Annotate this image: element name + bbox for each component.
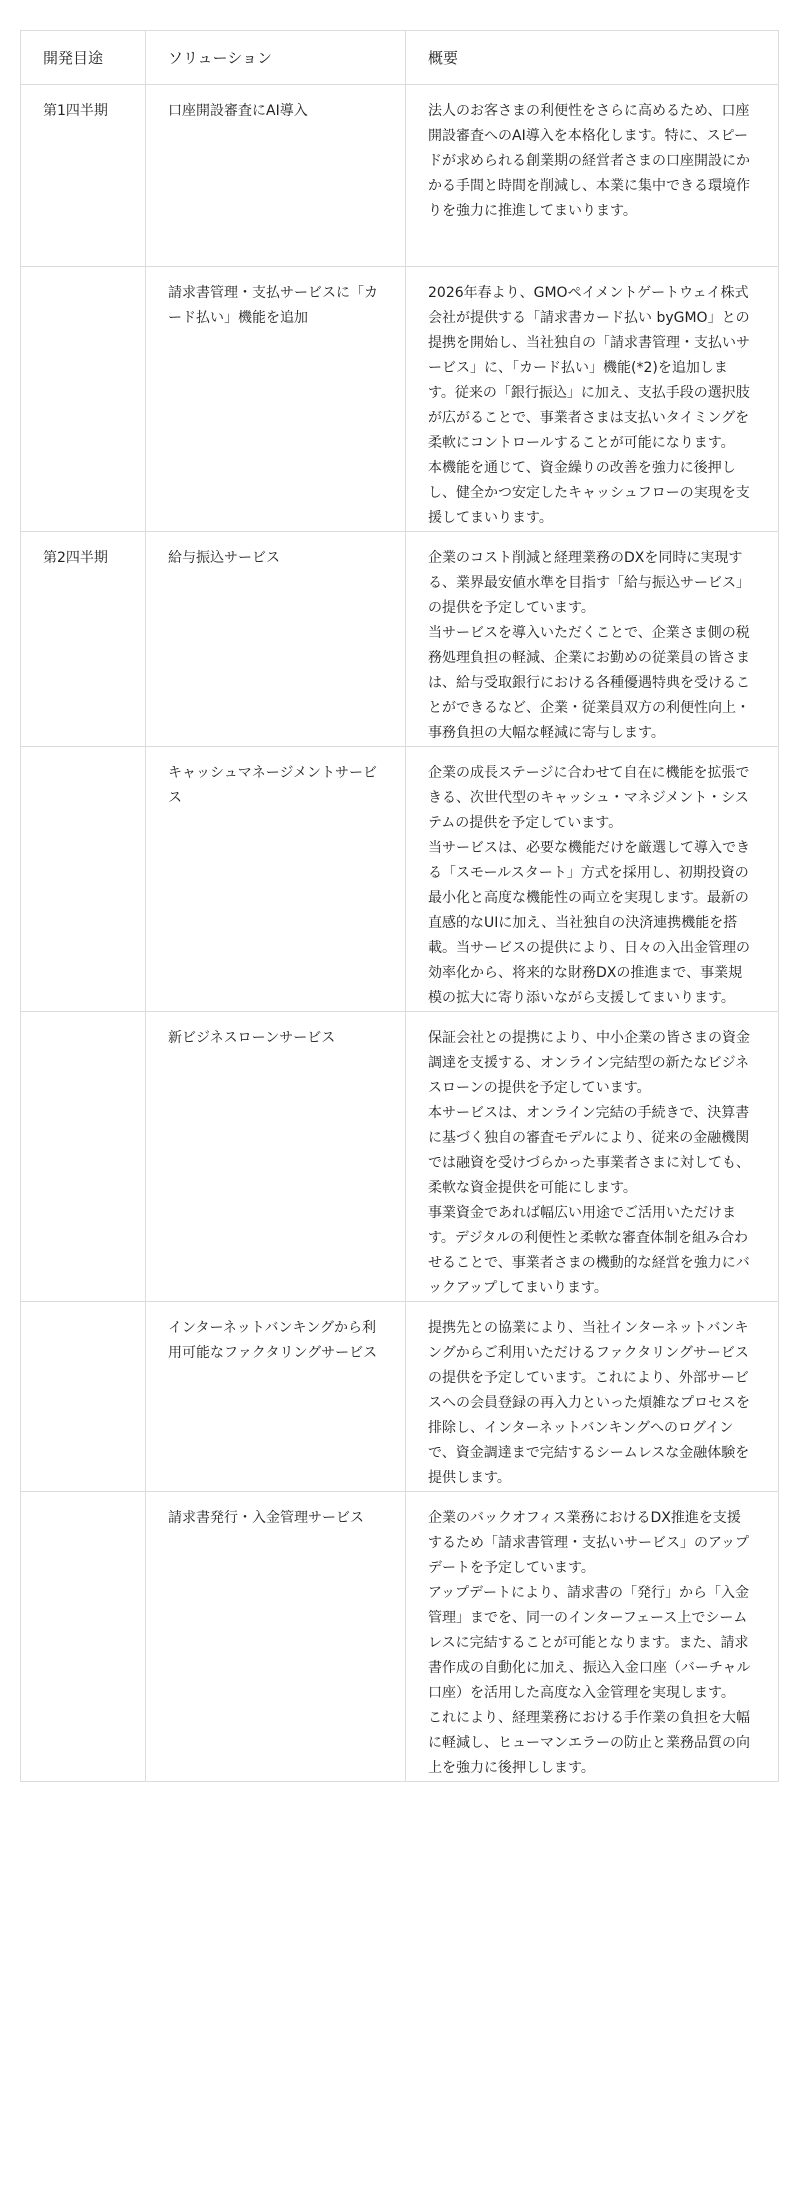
cell-solution: [146, 85, 406, 267]
cell-solution: [146, 532, 406, 747]
table-header-row: [21, 31, 779, 85]
summary-paragraph: 当サービスを導入いただくことで、企業さま側の税務処理負担の軽減、企業にお勤めの従業員の皆さまは、給与受取銀行における各種優遇特典を受けることができるなど、企業・従業員双方の利便性向上・事務負担の大幅な軽減に寄与します。: [428, 625, 750, 741]
cell-solution: [146, 1492, 406, 1782]
summary-block: [406, 1302, 778, 1491]
summary-block: [406, 747, 778, 1011]
cell-solution: [146, 747, 406, 1012]
period-text: 第1四半期: [43, 103, 108, 119]
period-text: 第2四半期: [43, 550, 108, 566]
period-text: [21, 1012, 145, 1026]
solution-text: 新ビジネスローンサービス: [168, 1030, 336, 1046]
table-body: [21, 85, 779, 1782]
summary-block: [406, 85, 778, 224]
period-text: [21, 1492, 145, 1506]
summary-block: [406, 532, 778, 746]
header-solution: ソリューション: [146, 31, 406, 85]
summary-paragraph: 法人のお客さまの利便性をさらに高めるため、口座開設審査へのAI導入を本格化します。特に、スピードが求められる創業期の経営者さまの口座開設にかかる手間と時間を削減し、本業に集中できる環境作りを強力に推進してまいります。: [428, 103, 750, 219]
table-row: [21, 747, 779, 1012]
cell-solution: [146, 1012, 406, 1302]
summary-paragraph: アップデートにより、請求書の「発行」から「入金管理」までを、同一のインターフェース上でシームレスに完結することが可能となります。また、請求書作成の自動化に加え、振込入金口座（バーチャル口座）を活用した高度な入金管理を実現します。: [428, 1585, 751, 1701]
summary-paragraph: 企業の成長ステージに合わせて自在に機能を拡張できる、次世代型のキャッシュ・マネジメント・システムの提供を予定しています。: [428, 765, 750, 831]
cell-summary: [406, 1492, 779, 1782]
summary-paragraph: 本機能を通じて、資金繰りの改善を強力に後押しし、健全かつ安定したキャッシュフローの実現を支援してまいります。: [428, 460, 750, 526]
cell-period: [21, 267, 146, 532]
period-text: [21, 747, 145, 761]
cell-period: [21, 1492, 146, 1782]
cell-solution: [146, 1302, 406, 1492]
cell-summary: [406, 532, 779, 747]
period-text: [21, 267, 145, 281]
cell-period: [21, 532, 146, 747]
cell-summary: [406, 747, 779, 1012]
summary-paragraph: 当サービスは、必要な機能だけを厳選して導入できる「スモールスタート」方式を採用し、初期投資の最小化と高度な機能性の両立を実現します。最新の直感的なUIに加え、当社独自の決済連携機能を搭載。当サービスの提供により、日々の入出金管理の効率化から、将来的な財務DXの推進まで、事業規模の拡大に寄り添いながら支援してまいります。: [428, 840, 750, 1006]
solution-text: 口座開設審査にAI導入: [168, 103, 308, 119]
cell-summary: [406, 1012, 779, 1302]
cell-summary: [406, 1302, 779, 1492]
cell-period: [21, 85, 146, 267]
table-row: [21, 267, 779, 532]
summary-block: [406, 1492, 778, 1781]
solution-text: キャッシュマネージメントサービス: [168, 765, 378, 806]
summary-paragraph: 企業のバックオフィス業務におけるDX推進を支援するため「請求書管理・支払いサービス」のアップデートを予定しています。: [428, 1510, 750, 1576]
table-row: [21, 532, 779, 747]
summary-paragraph: 2026年春より、GMOペイメントゲートウェイ株式会社が提供する「請求書カード払い byGMO」との提携を開始し、当社独自の「請求書管理・支払いサービス」に、「カード払い」機能(*2)を追加します。従来の「銀行振込」に加え、支払手段の選択肢が広がることで、事業者さまは支払いタイミングを柔軟にコントロールすることが可能になります。: [428, 285, 750, 451]
summary-paragraph: これにより、経理業務における手作業の負担を大幅に軽減し、ヒューマンエラーの防止と業務品質の向上を強力に後押しします。: [428, 1710, 750, 1776]
table-row: [21, 1012, 779, 1302]
solution-text: 請求書管理・支払サービスに「カード払い」機能を追加: [168, 285, 378, 326]
solution-text: インターネットバンキングから利用可能なファクタリングサービス: [168, 1320, 378, 1361]
table-row: [21, 1302, 779, 1492]
solution-text: 給与振込サービス: [168, 550, 280, 566]
header-summary: 概要: [406, 31, 779, 85]
header-period: 開発目途: [21, 31, 146, 85]
cell-solution: [146, 267, 406, 532]
summary-block: [406, 267, 778, 531]
cell-summary: [406, 85, 779, 267]
summary-paragraph: 企業のコスト削減と経理業務のDXを同時に実現する、業界最安値水準を目指す「給与振込サービス」の提供を予定しています。: [428, 550, 750, 616]
cell-summary: [406, 267, 779, 532]
summary-block: [406, 1012, 778, 1301]
table-row: [21, 85, 779, 267]
summary-paragraph: 保証会社との提携により、中小企業の皆さまの資金調達を支援する、オンライン完結型の新たなビジネスローンの提供を予定しています。: [428, 1030, 750, 1096]
summary-paragraph: 事業資金であれば幅広い用途でご活用いただけます。デジタルの利便性と柔軟な審査体制を組み合わせることで、事業者さまの機動的な経営を強力にバックアップしてまいります。: [428, 1205, 750, 1296]
solutions-table: [20, 30, 779, 1782]
period-text: [21, 1302, 145, 1316]
cell-period: [21, 747, 146, 1012]
table-row: [21, 1492, 779, 1782]
cell-period: [21, 1302, 146, 1492]
solution-text: 請求書発行・入金管理サービス: [168, 1510, 364, 1526]
summary-paragraph: 本サービスは、オンライン完結の手続きで、決算書に基づく独自の審査モデルにより、従来の金融機関では融資を受けづらかった事業者さまに対しても、柔軟な資金提供を可能にします。: [428, 1105, 750, 1196]
summary-paragraph: 提携先との協業により、当社インターネットバンキングからご利用いただけるファクタリングサービスの提供を予定しています。これにより、外部サービスへの会員登録の再入力といった煩雑なプロセスを排除し、インターネットバンキングへのログインで、資金調達まで完結するシームレスな金融体験を提供します。: [428, 1320, 750, 1486]
cell-period: [21, 1012, 146, 1302]
